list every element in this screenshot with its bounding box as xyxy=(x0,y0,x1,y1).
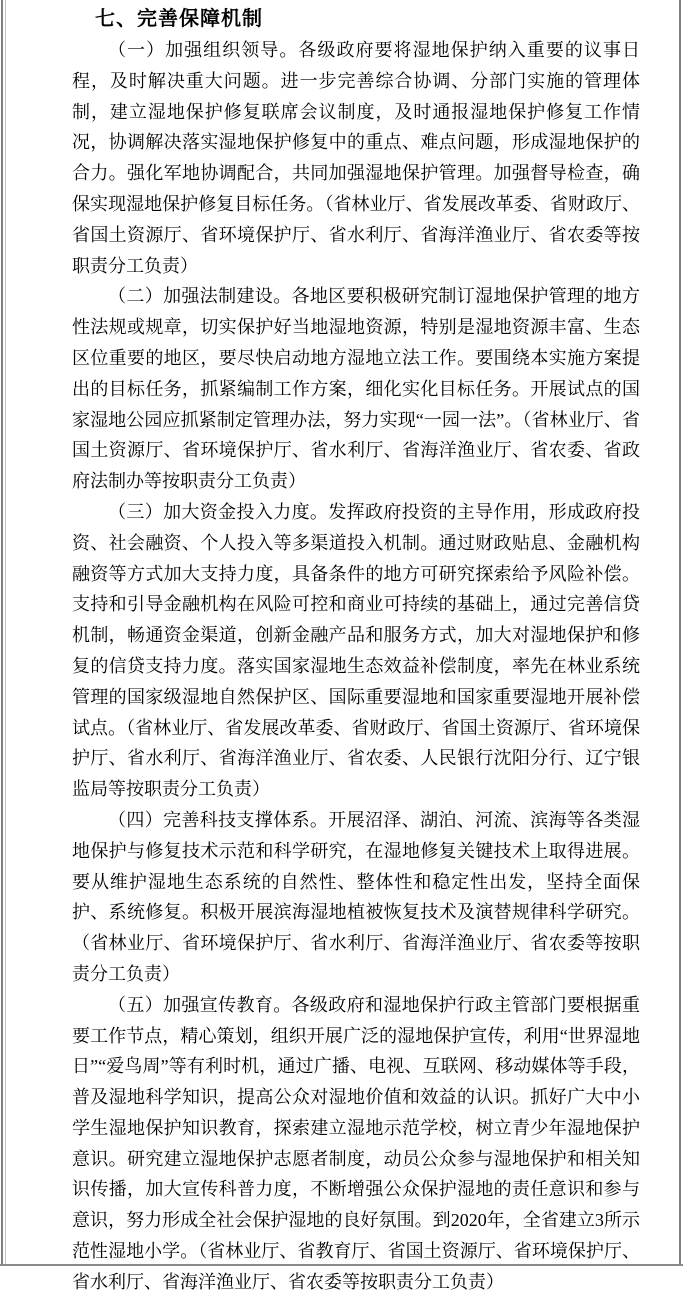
paragraph-publicity-education: （五）加强宣传教育。各级政府和湿地保护行政主管部门要根据重要工作节点，精心策划，组织开展广泛的湿地保护宣传，利用“世界湿地日”“爱鸟周”等有利时机，通过广播、电视、互联网、移动媒体等手段，普及湿地科学知识，提高公众对湿地价值和效益的认识。抓好广大中小学生湿地保护知识教育，探索建立湿地示范学校，树立青少年湿地保护意识。研究建立湿地保护志愿者制度，动员公众参与湿地保护和相关知识传播，加大宣传科普力度，不断增强公众保护湿地的责任意识和参与意识，努力形成全社会保护湿地的良好氛围。到2020年，全省建立3所示范性湿地小学。（省林业厅、省教育厅、省国土资源厅、省环境保护厅、省水利厅、省海洋渔业厅、省农委等按职责分工负责） xyxy=(72,994,640,1292)
page-border-right xyxy=(679,0,681,1266)
paragraph-organization-leadership: （一）加强组织领导。各级政府要将湿地保护纳入重要的议事日程，及时解决重大问题。进一步完善综合协调、分部门实施的管理体制，建立湿地保护修复联席会议制度，及时通报湿地保护修复工作情况，协调解决落实湿地保护修复中的重点、难点问题，形成湿地保护的合力。强化军地协调配合，共同加强湿地保护管理。加强督导检查，确保实现湿地保护修复目标任务。（省林业厅、省发展改革委、省财政厅、省国土资源厅、省环境保护厅、省水利厅、省海洋渔业厅、省农委等按职责分工负责） xyxy=(72,40,640,276)
paragraph-funding-investment: （三）加大资金投入力度。发挥政府投资的主导作用，形成政府投资、社会融资、个人投入等多渠道投入机制。通过财政贴息、金融机构融资等方式加大支持力度，具备条件的地方可研究探索给予风险补偿。支持和引导金融机构在风险可控和商业可持续的基础上，通过完善信贷机制，畅通资金渠道，创新金融产品和服务方式，加大对湿地保护和修复的信贷支持力度。落实国家湿地生态效益补偿制度，率先在林业系统管理的国家级湿地自然保护区、国际重要湿地和国家重要湿地开展补偿试点。（省林业厅、省发展改革委、省财政厅、省国土资源厅、省环境保护厅、省水利厅、省海洋渔业厅、省农委、人民银行沈阳分行、辽宁银监局等按职责分工负责） xyxy=(72,501,640,800)
section-heading: 七、完善保障机制 xyxy=(95,8,263,30)
paragraph-legal-construction: （二）加强法制建设。各地区要积极研究制订湿地保护管理的地方性法规或规章，切实保护好当地湿地资源，特别是湿地资源丰富、生态区位重要的地区，要尽快启动地方湿地立法工作。要围绕本实施方案提出的目标任务，抓紧编制工作方案，细化实化目标任务。开展试点的国家湿地公园应抓紧制定管理办法，努力实现“一园一法”。（省林业厅、省国土资源厅、省环境保护厅、省水利厅、省海洋渔业厅、省农委、省政府法制办等按职责分工负责） xyxy=(72,286,640,492)
document-content xyxy=(72,4,640,1298)
page-border-left xyxy=(1,0,3,1266)
page-border-left-inner xyxy=(5,0,6,1266)
paragraph-science-tech-support: （四）完善科技支撑体系。开展沼泽、湖泊、河流、滨海等各类湿地保护与修复技术示范和科学研究，在湿地修复关键技术上取得进展。要从维护湿地生态系统的自然性、整体性和稳定性出发，坚持全面保护、系统修复。积极开展滨海湿地植被恢复技术及演替规律科学研究。（省林业厅、省环境保护厅、省水利厅、省海洋渔业厅、省农委等按职责分工负责） xyxy=(72,809,640,984)
